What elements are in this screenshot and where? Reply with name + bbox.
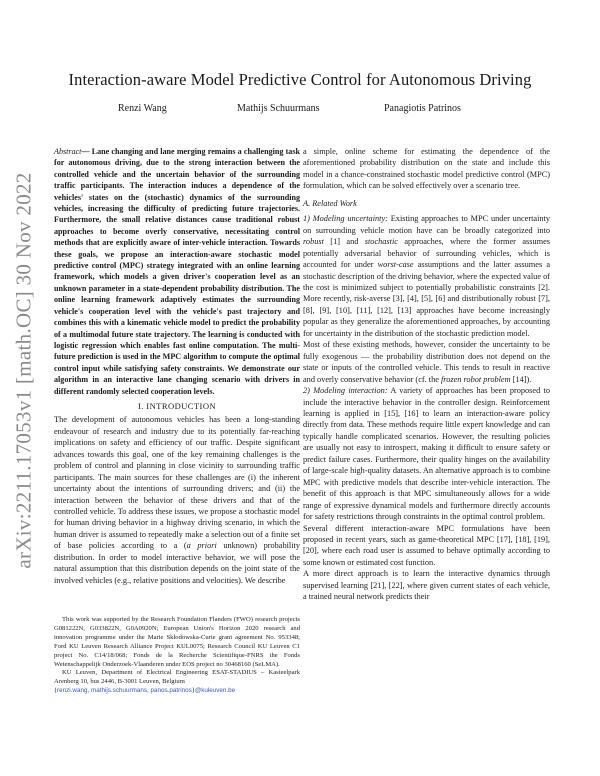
emphasis-worst-case: worst-case <box>377 260 414 270</box>
modeling-uncertainty-paragraph <box>303 213 550 339</box>
author-list <box>0 103 600 117</box>
paragraph-text: [1] and <box>323 237 365 247</box>
affiliation-footnote: KU Leuven, Department of Electrical Engineering ESAT-STADIUS – Kasteelpark Arenberg 10, bus 2446, B-3001 Leuven, Belgium <box>54 669 300 686</box>
paragraph-text: [14]). <box>510 374 532 384</box>
intro-text: The development of autonomous vehicles has been a long-standing endeavour of research and industry due to its potentially far-reaching implications on safety and efficiency of our traffic. Despite significant advances towards this goal, one of the key remaining challenges is the problem of control and planning in close vicinity to surrounding traffic participants. The main sources for these challenges are (i) the inherent uncertainty about the intentions of surrounding drivers; and (ii) the interaction between the behavior of these drivers and that of the controlled vehicle. To address these issues, we propose a stochastic model for human driving behavior in a highway driving scenario, in which the human driver is assumed to repeatedly make a selection out of a finite set of base policies according to a ( <box>54 415 300 551</box>
paper-title: Interaction-aware Model Predictive Control for Autonomous Driving <box>68 70 532 89</box>
abstract-text: — Lane changing and lane merging remains a challenging task for autonomous driving, due to the strong interaction between the controlled vehicle and the uncertain behavior of the surrounding traffic participants. The interaction induces a dependence of the vehicles' states on the (stochastic) dynamics of the surrounding vehicles, increasing the difficulty of predicting future trajectories. Furthermore, the small relative distances cause traditional robust approaches to become overly conservative, necessitating control methods that are explicitly aware of inter-vehicle interaction. Towards these goals, we propose an interaction-aware stochastic model predictive control (MPC) strategy integrated with an online learning framework, which models a given driver's cooperation level as an unknown parameter in a state-dependent probability distribution. The online learning framework adaptively estimates the surrounding vehicle's cooperation level with the vehicle's past trajectory and combines this with a kinematic vehicle model to predict the probability of a multimodal future state trajectory. The learning is conducted with logistic regression which enables fast online computation. The multi-future prediction is used in the MPC algorithm to compute the optimal control input while satisfying safety constraints. We demonstrate our algorithm in an interactive lane changing scenario with drivers in different randomly selected cooperation levels. <box>54 147 300 396</box>
introduction-paragraph-continued: a simple, online scheme for estimating the dependence of the aforementioned probability distribution on the state and include this model in a chance-constrained stochastic model predictive control (MPC) formulation, which can be solved effectively over a scenario tree. <box>303 147 550 191</box>
intro-emphasis: a priori <box>186 541 217 551</box>
paragraph-text: assumptions and the latter assumes a stochastic description of the driving behavior, where the expected value of the cost is minimized subject to potentially probabilistic constraints [2]. More recently, risk-averse [3], [4], [5], [6] and distributionally robust [7], [8], [9], [10], [11], [12], [13] approaches have become increasingly popular as they generalize the aforementioned approaches, by accounting for uncertainty in the distribution of the stochastic prediction model. <box>303 260 550 338</box>
author-name: Mathijs Schuurmans <box>237 103 320 114</box>
section-heading-introduction: I. INTRODUCTION <box>137 400 217 411</box>
paragraph-text: Most of these existing methods, however, consider the uncertainty to be fully exogenous — the probability distribution does not depend on the state or inputs of the controlled vehicle. This tends to result in reactive and overly conservative behavior (cf. the <box>303 340 550 384</box>
supervised-learning-paragraph: A more direct approach is to learn the interactive dynamics through supervised learning [21], [22], where given current states of each vehicle, a trained neural network predicts their <box>303 569 550 602</box>
funding-footnote: This work was supported by the Research Foundation Flanders (FWO) research projects G081222N, G033822N, G0A0920N; European Union's Horizon 2020 research and innovation programme under the Marie Skłodowska-Curie grant agreement No. 953348; Ford KU Leuven Research Alliance Project KUL0075; Research Council KU Leuven C1 project No. C14/18/068; Fonds de la Recherche Scientifique-FNRS the Fonds Wetenschappelijk Onderzoek-Vlaanderen under EOS project no 30468160 (SeLMA). <box>54 616 300 668</box>
left-column <box>54 146 300 586</box>
arxiv-stamp <box>4 140 44 600</box>
email-brace-close: } <box>191 687 195 695</box>
email-domain-link[interactable]: @kuleuven.be <box>194 687 236 695</box>
paragraph-text: approaches, where the former assumes potentially adversarial behavior of surrounding vehicles, which is accounted for under <box>303 237 550 270</box>
abstract <box>54 146 300 397</box>
author-name: Panagiotis Patrinos <box>384 103 461 114</box>
email-brace-open: { <box>54 687 58 695</box>
emphasis-robust: robust <box>303 237 324 247</box>
right-column <box>303 146 550 603</box>
email-names-link[interactable]: renzi.wang, mathijs.schuurmans, panos.patrinos <box>57 687 192 695</box>
paragraph-text: A variety of approaches has been proposed to include the interactive behavior in the controller design. Reinforcement learning is applied in [15], [16] to learn an interaction-aware policy directly from data. These methods require little expert knowledge and can typically handle complicated scenarios. However, the resulting policies are usually not easy to introspect, making it difficult to ensure safety or predict failure cases. Furthermore, their quality hinges on the availability of large-scale high-quality datasets. An alternative approach is to combine MPC with predictive models that describe inter-vehicle interaction. The benefit of this approach is that MPC simultaneously allows for a wide range of expressive dynamical models and furthermore directly accounts for safety restrictions through constraints in the optimal control problem. <box>303 386 551 522</box>
introduction-paragraph <box>54 414 300 586</box>
author-name: Renzi Wang <box>118 103 167 114</box>
paragraph-text: Existing approaches to MPC under uncertainty on surrounding vehicle motion have can be broadly categorized into <box>303 214 550 235</box>
subsection-heading-related-work: A. Related Work <box>303 198 357 208</box>
paragraph-heading-uncertainty: 1) Modeling uncertainty: <box>303 214 388 224</box>
exogenous-paragraph <box>303 339 550 385</box>
emphasis-frozen-robot: frozen robot problem <box>441 374 511 384</box>
intro-text: unknown) probability distribution. In order to model interactive behavior, we will pose the natural assumption that this distribution depends on the joint state of the involved vehicles (e.g., relative positions and velocities). We describe <box>54 541 300 585</box>
footnotes <box>54 616 300 696</box>
paragraph-heading-interaction: 2) Modeling interaction: <box>303 386 388 396</box>
author-emails <box>54 687 300 696</box>
game-theoretic-paragraph: Several different interaction-aware MPC formulations have been proposed in recent years, such as game-theoretical MPC [17], [18], [19], [20], where each road user is assumed to behave optimally according to some known or estimated cost function. <box>303 523 550 567</box>
abstract-label: Abstract <box>54 147 82 156</box>
emphasis-stochastic: stochastic <box>364 237 398 247</box>
arxiv-identifier[interactable]: arXiv:2211.17053v1 [math.OC] 30 Nov 2022 <box>11 171 36 569</box>
modeling-interaction-paragraph <box>303 385 550 522</box>
